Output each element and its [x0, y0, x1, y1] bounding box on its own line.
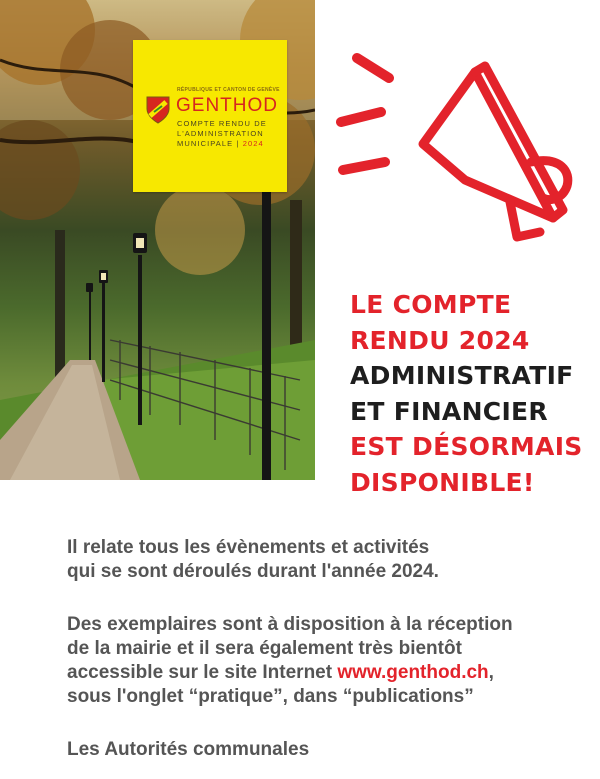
p2-line3-prefix: accessible sur le site Internet — [67, 662, 338, 683]
cover-brand: GENTHOD — [176, 95, 278, 116]
headline-line6: DISPONIBLE! — [350, 467, 535, 497]
park-path-photo — [0, 0, 315, 480]
p2-line3-suffix: , — [488, 662, 494, 683]
p2-line1: Des exemplaires sont à disposition à la réception — [67, 614, 513, 635]
cover-subtitle — [177, 119, 267, 149]
paragraph-2 — [67, 613, 587, 709]
cover-republic-label: RÉPUBLIQUE ET CANTON DE GENÈVE — [177, 87, 280, 93]
headline-line1: LE COMPTE — [350, 290, 512, 319]
genthod-shield-icon — [146, 96, 170, 124]
cover-subtitle-line1: COMPTE RENDU DE — [177, 119, 267, 128]
headline-line5: EST DÉSORMAIS — [350, 432, 583, 461]
p2-line2: de la mairie et il sera également très bientôt — [67, 638, 462, 659]
announcement-headline — [350, 287, 583, 500]
signature: Les Autorités communales — [67, 739, 310, 760]
cover-year: 2024 — [242, 139, 264, 148]
p1-line2: qui se sont déroulés durant l'année 2024. — [67, 561, 439, 582]
p1-line1: Il relate tous les évènements et activités — [67, 537, 430, 558]
headline-line4: ET FINANCIER — [350, 396, 548, 426]
headline-line2: RENDU 2024 — [350, 325, 530, 355]
cover-subtitle-line2: L'ADMINISTRATION — [177, 129, 264, 138]
headline-line3: ADMINISTRATIF — [350, 361, 574, 390]
megaphone-icon — [335, 52, 600, 247]
paragraph-1 — [67, 536, 587, 584]
cover-subtitle-line3 — [177, 139, 267, 149]
report-cover — [133, 40, 287, 192]
cover-subtitle-line3-prefix: MUNICIPALE | — [177, 139, 243, 148]
genthod-website-link[interactable]: www.genthod.ch — [337, 662, 489, 683]
p2-line4: sous l'onglet “pratique”, dans “publications” — [67, 686, 474, 707]
announcement-body — [67, 536, 587, 762]
